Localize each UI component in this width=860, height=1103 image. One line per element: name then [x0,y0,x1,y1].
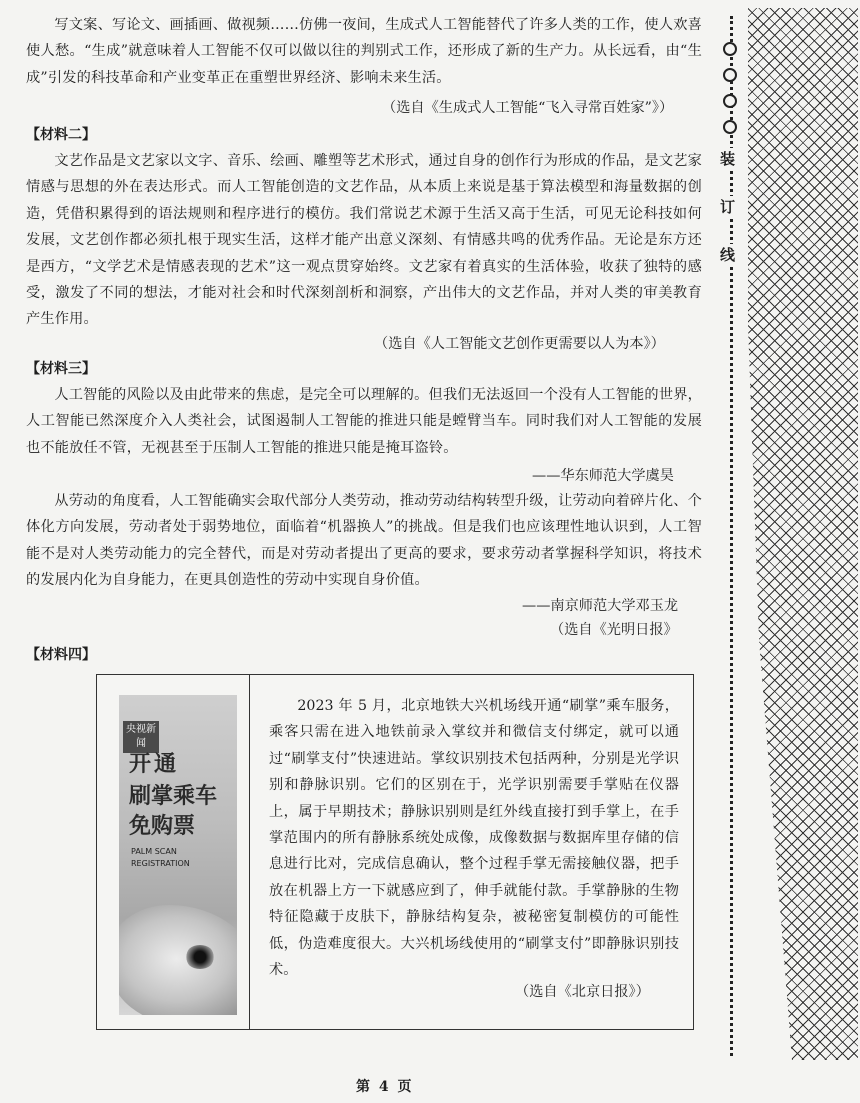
decorative-lattice-pattern [748,8,858,1060]
photo-caption-line-1: 开通 [129,752,180,777]
binding-margin [716,0,860,1060]
material-one-text: 写文案、写论文、画插画、做视频……仿佛一夜间，生成式人工智能替代了许多人类的工作，使人欢喜使人愁。“生成”就意味着人工智能不仅可以做以往的判别式工作，还形成了新的生产力。从长远看，由“生成”引发的科技革命和产业变革正在重塑世界经济、影响未来生活。 [26,17,702,86]
binding-hole-icon [723,42,737,56]
binding-hole-icon [723,94,737,108]
palm-image [119,905,237,1015]
binding-dotted-line [730,16,733,1056]
material-three-author-1: ——华东师范大学虞昊 [532,468,674,484]
material-four-label: 【材料四】 [26,647,96,663]
scanner-lens-image [185,945,215,969]
material-one-source: （选自《生成式人工智能“飞入寻常百姓家”》） [382,100,674,116]
cctv-news-badge: 央视新闻 [123,721,159,753]
material-three-source: （选自《光明日报》 [550,622,678,638]
page-number: 第 4 页 [356,1079,414,1095]
binding-char-xian: 线 [720,246,736,264]
binding-char-zhuang: 装 [720,150,736,168]
binding-hole-icon [723,68,737,82]
material-three-label: 【材料三】 [26,361,96,377]
photo-english-line-2: REGISTRATION [131,859,190,868]
binding-hole-icon [723,120,737,134]
binding-char-ding: 订 [720,198,736,216]
material-two-source: （选自《人工智能文艺创作更需要以人为本》） [374,336,665,352]
material-four-source: （选自《北京日报》） [515,984,650,1000]
photo-caption-line-2: 刷掌乘车 [129,784,218,809]
palm-scan-photo [119,695,237,1015]
material-three-author-2: ——南京师范大学邓玉龙 [522,598,679,614]
material-three-text-2: 从劳动的角度看，人工智能确实会取代部分人类劳动，推动劳动结构转型升级，让劳动向着碎片化、个体化方向发展，劳动者处于弱势地位，面临着“机器换人”的挑战。但是我们也应该理性地认识到，人工智能不是对人类劳动能力的完全替代，而是对劳动者提出了更高的要求，要求劳动者掌握科学知识，将技术的发展内化为自身能力，在更具创造性的劳动中实现自身价值。 [26,493,702,589]
material-two-label: 【材料二】 [26,127,96,143]
material-three-text-1: 人工智能的风险以及由此带来的焦虑，是完全可以理解的。但我们无法返回一个没有人工智能的世界，人工智能已然深度介入人类社会，试图遏制人工智能的推进只能是螳臂当车。同时我们对人工智能的发展也不能放任不管，无视甚至于压制人工智能的推进只能是掩耳盗铃。 [26,387,702,456]
material-two-text: 文艺作品是文艺家以文字、音乐、绘画、雕塑等艺术形式，通过自身的创作行为形成的作品，是文艺家情感与思想的外在表达形式。而人工智能创造的文艺作品，从本质上来说是基于算法模型和海量数据的创造，凭借积累得到的语法规则和程序进行的模仿。我们常说艺术源于生活又高于生活，可见无论科技如何发展，文艺创作都必须扎根于现实生活，这样才能产出意义深刻、有情感共鸣的优秀作品。无论是东方还是西方，“文学艺术是情感表现的艺术”这一观点贯穿始终。文艺家有着真实的生活体验，收获了独特的感受，激发了不同的想法，才能对社会和时代深刻剖析和洞察，产出伟大的文艺作品，并对人类的审美教育产生作用。 [26,153,702,328]
box-divider [249,675,250,1029]
photo-caption-line-3: 免购票 [129,814,196,839]
photo-english-line-1: PALM SCAN [131,847,177,856]
material-four-text: 2023 年 5 月，北京地铁大兴机场线开通“刷掌”乘车服务，乘客只需在进入地铁前录入掌纹并和微信支付绑定，就可以通过“刷掌支付”快速进站。掌纹识别技术包括两种，分别是光学识别和静脉识别。它们的区别在于，光学识别需要手掌贴在仪器上，属于早期技术；静脉识别则是红外线直接打到手掌上，在手掌范围内的所有静脉系统处成像，成像数据与数据库里存储的信息进行比对，完成信息确认，整个过程手掌无需接触仪器，把手放在机器上方一下就感应到了，伸手就能付款。手掌静脉的生物特征隐藏于皮肤下，静脉结构复杂，被秘密复制模仿的可能性低，伪造难度很大。大兴机场线使用的“刷掌支付”即静脉识别技术。 [269,698,679,979]
material-four-box [96,674,694,1030]
